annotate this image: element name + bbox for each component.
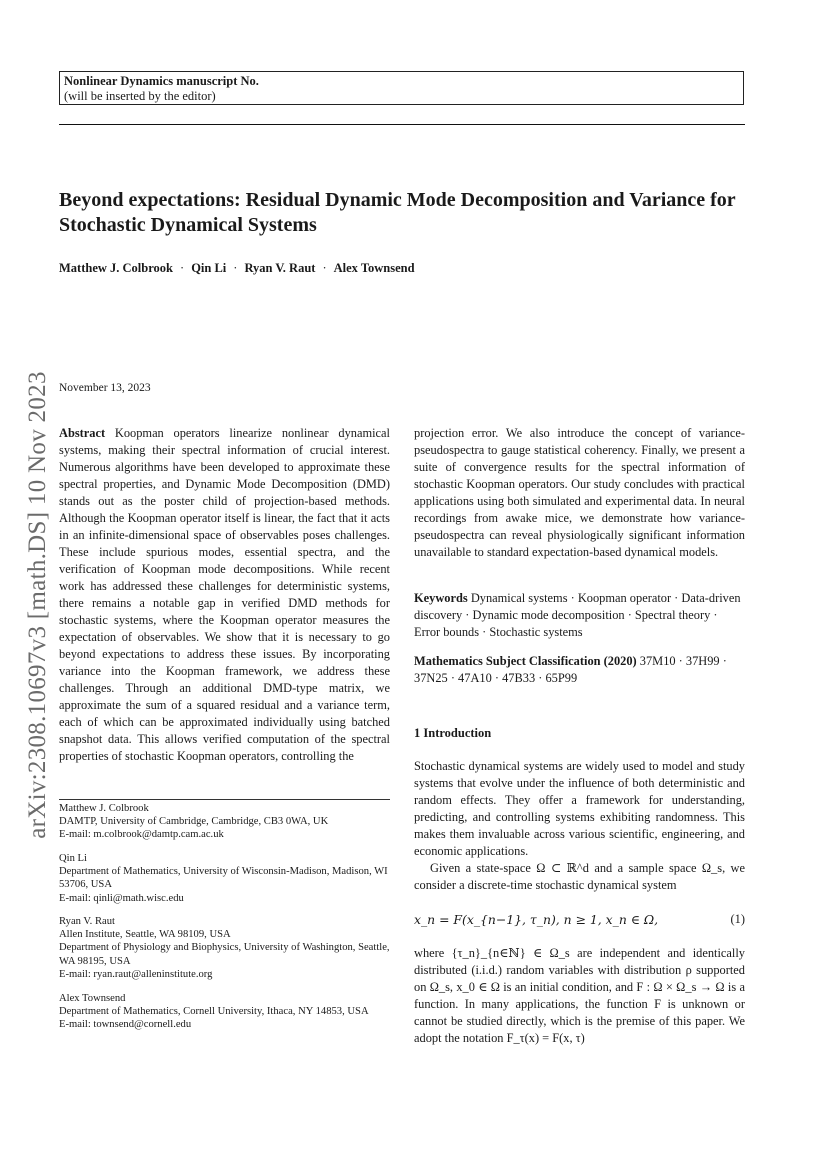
equation-1 [414,912,745,932]
header-rule [59,124,745,125]
author-separator: · [180,261,185,275]
author-name: Qin Li [191,261,227,275]
affiliation-li [59,852,390,905]
equation-number: (1) [730,912,745,926]
post-equation-text: where {τ_n}_{n∈ℕ} ∈ Ω_s are independent and identically distributed (i.i.d.) random variables with distribution ρ supported on Ω_s, x_0 ∈ Ω is an initial condition, and F : Ω × Ω_s → Ω is a function. In many applications, the function F is unknown or cannot be studied directly, which is the premise of this paper. We adopt the notation F_τ(x) = F(x, τ) [414,946,745,1045]
keywords-label: Keywords [414,591,468,605]
affiliation-line: DAMTP, University of Cambridge, Cambridge, CB3 0WA, UK [59,816,329,828]
keywords [414,590,745,641]
affiliation-name: Qin Li [59,853,87,864]
arxiv-sidebar [23,340,53,870]
intro-text [414,758,745,894]
author-name: Alex Townsend [333,261,415,275]
author-separator: · [322,261,327,275]
affiliation-name: Ryan V. Raut [59,916,115,927]
msc-label: Mathematics Subject Classification (2020) [414,654,637,668]
author-name: Ryan V. Raut [244,261,316,275]
affiliation-line: Department of Physiology and Biophysics, University of Washington, Seattle, WA 98195, USA [59,942,390,967]
intro-paragraph: Given a state-space Ω ⊂ ℝ^d and a sample space Ω_s, we consider a discrete-time stochastic dynamical system [414,861,745,892]
manuscript-line2: (will be inserted by the editor) [64,89,216,103]
affiliation-line: Allen Institute, Seattle, WA 98109, USA [59,929,231,941]
abstract-text: Koopman operators linearize nonlinear dynamical systems, making their spectral information of crucial interest. Numerous algorithms have been developed to approximate these spectral properties, and Dynamic Mode Decomposition (DMD) stands out as the poster child of projection-based methods. Although the Koopman operator itself is linear, the fact that it acts in an infinite-dimensional space of observables poses challenges. These include spurious modes, essential spectra, and the verification of Koopman mode decompositions. While recent work has addressed these challenges for deterministic systems, there remains a notable gap in verified DMD methods for stochastic systems, where the Koopman operator measures the expectation of observables. We show that it is necessary to go beyond expectations to address these issues. By incorporating variance into the Koopman framework, we address these challenges. Through an additional DMD-type matrix, we approximate the sum of a squared residual and a variance term, each of which can be approximated individually using batched snapshot data. This allows verified computation of the spectral properties of stochastic Koopman operators, controlling the [59,426,390,763]
author-name: Matthew J. Colbrook [59,261,174,275]
intro-paragraph: Stochastic dynamical systems are widely used to model and study systems that evolve under the influence of both deterministic and random effects. They offer a framework for understanding, predicting, and controlling systems exhibiting randomness. This makes them invaluable across various scientific, engineering, and economic applications. [414,759,745,858]
affiliation-raut [59,915,390,981]
affiliation-email: E-mail: ryan.raut@alleninstitute.org [59,968,213,980]
abstract-left [59,425,390,765]
affiliation-line: Department of Mathematics, Cornell University, Ithaca, NY 14853, USA [59,1006,369,1018]
affiliation-colbrook [59,802,390,842]
abstract-right: projection error. We also introduce the concept of variance-pseudospectra to gauge statistical coherency. Finally, we present a suite of convergence results for the spectral information of stochastic Koopman operators. Our study concludes with practical applications using both simulated and experimental data. In neural recordings from awake mice, we demonstrate how variance-pseudospectra can reveal physiologically significant information unavailable to standard expectation-based dynamical models. [414,426,745,559]
affiliation-name: Matthew J. Colbrook [59,803,149,814]
msc-classification [414,653,745,687]
author-separator: · [233,261,238,275]
manuscript-line1: Nonlinear Dynamics manuscript No. [64,74,259,88]
affiliation-townsend [59,992,390,1032]
arxiv-identifier: arXiv:2308.10697v3 [math.DS] 10 Nov 2023 [24,371,51,839]
paper-title: Beyond expectations: Residual Dynamic Mode Decomposition and Variance for Stochastic Dynamical Systems [59,189,736,236]
author-list [59,261,415,276]
footnote-rule [59,799,390,800]
affiliation-email: E-mail: qinli@math.wisc.edu [59,892,184,904]
keywords-text: Dynamical systems · Koopman operator · Data-driven discovery · Dynamic mode decomposition · Spectral theory · Error bounds · Stochastic systems [414,591,741,639]
manuscript-header [59,71,744,105]
affiliation-line: Department of Mathematics, University of Wisconsin-Madison, Madison, WI 53706, USA [59,866,388,891]
affiliation-email: E-mail: townsend@cornell.edu [59,1019,192,1031]
paper-date: November 13, 2023 [59,382,151,394]
affiliation-name: Alex Townsend [59,993,126,1004]
section-heading: 1 Introduction [414,726,492,740]
msc-codes: 37M10 · 37H99 · 37N25 · 47A10 · 47B33 · 65P99 [414,654,727,685]
affiliation-email: E-mail: m.colbrook@damtp.cam.ac.uk [59,829,224,841]
equation-body: x_n = F(x_{n−1}, τ_n), n ≥ 1, x_n ∈ Ω, [414,912,659,927]
abstract-label: Abstract [59,426,106,440]
